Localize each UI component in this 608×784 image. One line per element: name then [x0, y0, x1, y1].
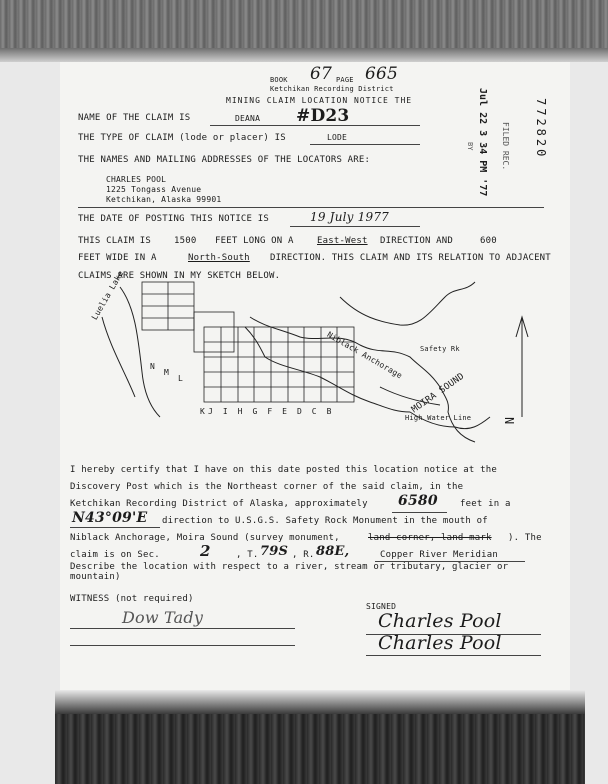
- north-arrow: [516, 317, 528, 417]
- district-name: Ketchikan Recording District: [270, 85, 394, 93]
- certify-line-1: I hereby certify that I have on this date posted this location notice at the: [70, 465, 498, 475]
- width-direction: North-South: [188, 253, 250, 263]
- section-value: 2: [200, 542, 211, 560]
- claim-type-value: LODE: [327, 133, 348, 142]
- stamp-by-label: BY: [466, 142, 474, 151]
- scan-bottom-shadow: [55, 690, 585, 784]
- locators-label: THE NAMES AND MAILING ADDRESSES OF THE LOCATORS ARE:: [78, 155, 371, 165]
- certify-line-5-suffix: ). The: [508, 533, 542, 543]
- witness-signature: Dow Tady: [122, 608, 204, 627]
- recorded-stamp-date: Jul 22 3 34 PM '77: [477, 88, 488, 197]
- distance-value: 6580: [398, 493, 438, 509]
- grid-letter: C: [311, 407, 317, 416]
- document-number: 772820: [534, 98, 548, 160]
- claim-name-label: NAME OF THE CLAIM IS: [78, 113, 191, 123]
- sketch-label: CLAIMS ARE SHOWN IN MY SKETCH BELOW.: [78, 271, 281, 281]
- notice-document: [60, 62, 570, 690]
- length-direction: East-West: [317, 236, 368, 246]
- grid-letter: I: [222, 407, 228, 416]
- grid-side-letter: M: [164, 368, 170, 377]
- north-label: N: [502, 417, 516, 425]
- signature-2: Charles Pool: [378, 632, 502, 654]
- grid-side-letter: N: [150, 362, 156, 371]
- coastline-upper: [250, 317, 475, 442]
- high-water-line-label: High Water Line: [405, 414, 472, 422]
- page-label: PAGE: [336, 76, 354, 84]
- claim-type-label: THE TYPE OF CLAIM (lode or placer) IS: [78, 133, 286, 143]
- page-value: 665: [365, 64, 399, 84]
- signature-1: Charles Pool: [378, 610, 502, 632]
- length-prefix: THIS CLAIM IS: [78, 236, 152, 246]
- length-mid: FEET LONG ON A: [215, 236, 294, 246]
- struck-options: land corner, land mark: [368, 533, 492, 543]
- claim-number: #D23: [296, 106, 350, 126]
- bearing-value: N43°09'E: [72, 510, 148, 526]
- describe-line-2: mountain): [70, 572, 121, 582]
- width-suffix: DIRECTION. THIS CLAIM AND ITS RELATION TO ADJACENT: [270, 253, 551, 263]
- grid-letter: D: [296, 407, 302, 416]
- township-label: , T.: [236, 550, 259, 560]
- anchorage-label: Niblack Anchorage: [325, 330, 404, 381]
- grid-letter: J: [208, 407, 213, 416]
- posting-date-value: 19 July 1977: [310, 210, 389, 224]
- certify-line-5: Niblack Anchorage, Moira Sound (survey monument,: [70, 533, 340, 543]
- claim-grid: [142, 282, 354, 402]
- northern-shore: [340, 282, 475, 325]
- witness-label: WITNESS (not required): [70, 594, 194, 604]
- length-value: 1500: [174, 236, 197, 246]
- book-value: 67: [310, 64, 333, 84]
- scan-top-shadow: [0, 0, 608, 62]
- meridian: Copper River Meridian: [380, 550, 498, 560]
- lake-shore-right: [102, 317, 135, 397]
- certify-line-3: Ketchikan Recording District of Alaska, approximately: [70, 499, 368, 509]
- posting-date-label: THE DATE OF POSTING THIS NOTICE IS: [78, 214, 270, 224]
- grid-letter: G: [252, 407, 258, 416]
- filed-stamp: FILED REC.: [501, 122, 510, 171]
- section-label: claim is on Sec.: [70, 550, 160, 560]
- grid-side-letter: K: [200, 407, 206, 416]
- width-prefix: FEET WIDE IN A: [78, 253, 157, 263]
- grid-column-letters: [208, 407, 331, 416]
- locator-name: CHARLES POOL: [106, 175, 167, 184]
- moira-sound-label: MOIRA SOUND: [410, 371, 467, 416]
- grid-side-letter: L: [178, 374, 184, 383]
- certify-line-2: Discovery Post which is the Northeast corner of the said claim, in the: [70, 482, 464, 492]
- grid-letter: B: [326, 407, 332, 416]
- grid-letter: E: [282, 407, 287, 416]
- certify-line-3-suffix: feet in a: [460, 499, 511, 509]
- notice-title: MINING CLAIM LOCATION NOTICE THE: [226, 96, 413, 105]
- lake-shore-left: [120, 287, 160, 417]
- safety-rock-label: Safety Rk: [420, 345, 460, 353]
- describe-line-1: Describe the location with respect to a river, stream or tributary, glacier or: [70, 562, 509, 572]
- range-value: 88E,: [316, 544, 350, 559]
- width-value: 600: [480, 236, 497, 246]
- grid-letter: F: [267, 407, 273, 416]
- claim-name-value: DEANA: [235, 114, 261, 123]
- signed-label: SIGNED: [366, 602, 397, 611]
- lake-label: Luelia Lake: [90, 269, 126, 322]
- locator-address-1: 1225 Tongass Avenue: [106, 185, 202, 194]
- grid-letter: H: [237, 407, 243, 416]
- certify-line-4: direction to U.S.G.S. Safety Rock Monument in the mouth of: [162, 516, 488, 526]
- book-label: BOOK: [270, 76, 288, 84]
- locator-address-2: Ketchikan, Alaska 99901: [106, 195, 222, 204]
- length-suffix: DIRECTION AND: [380, 236, 454, 246]
- township-value: 79S: [260, 544, 289, 559]
- range-label: , R.: [292, 550, 315, 560]
